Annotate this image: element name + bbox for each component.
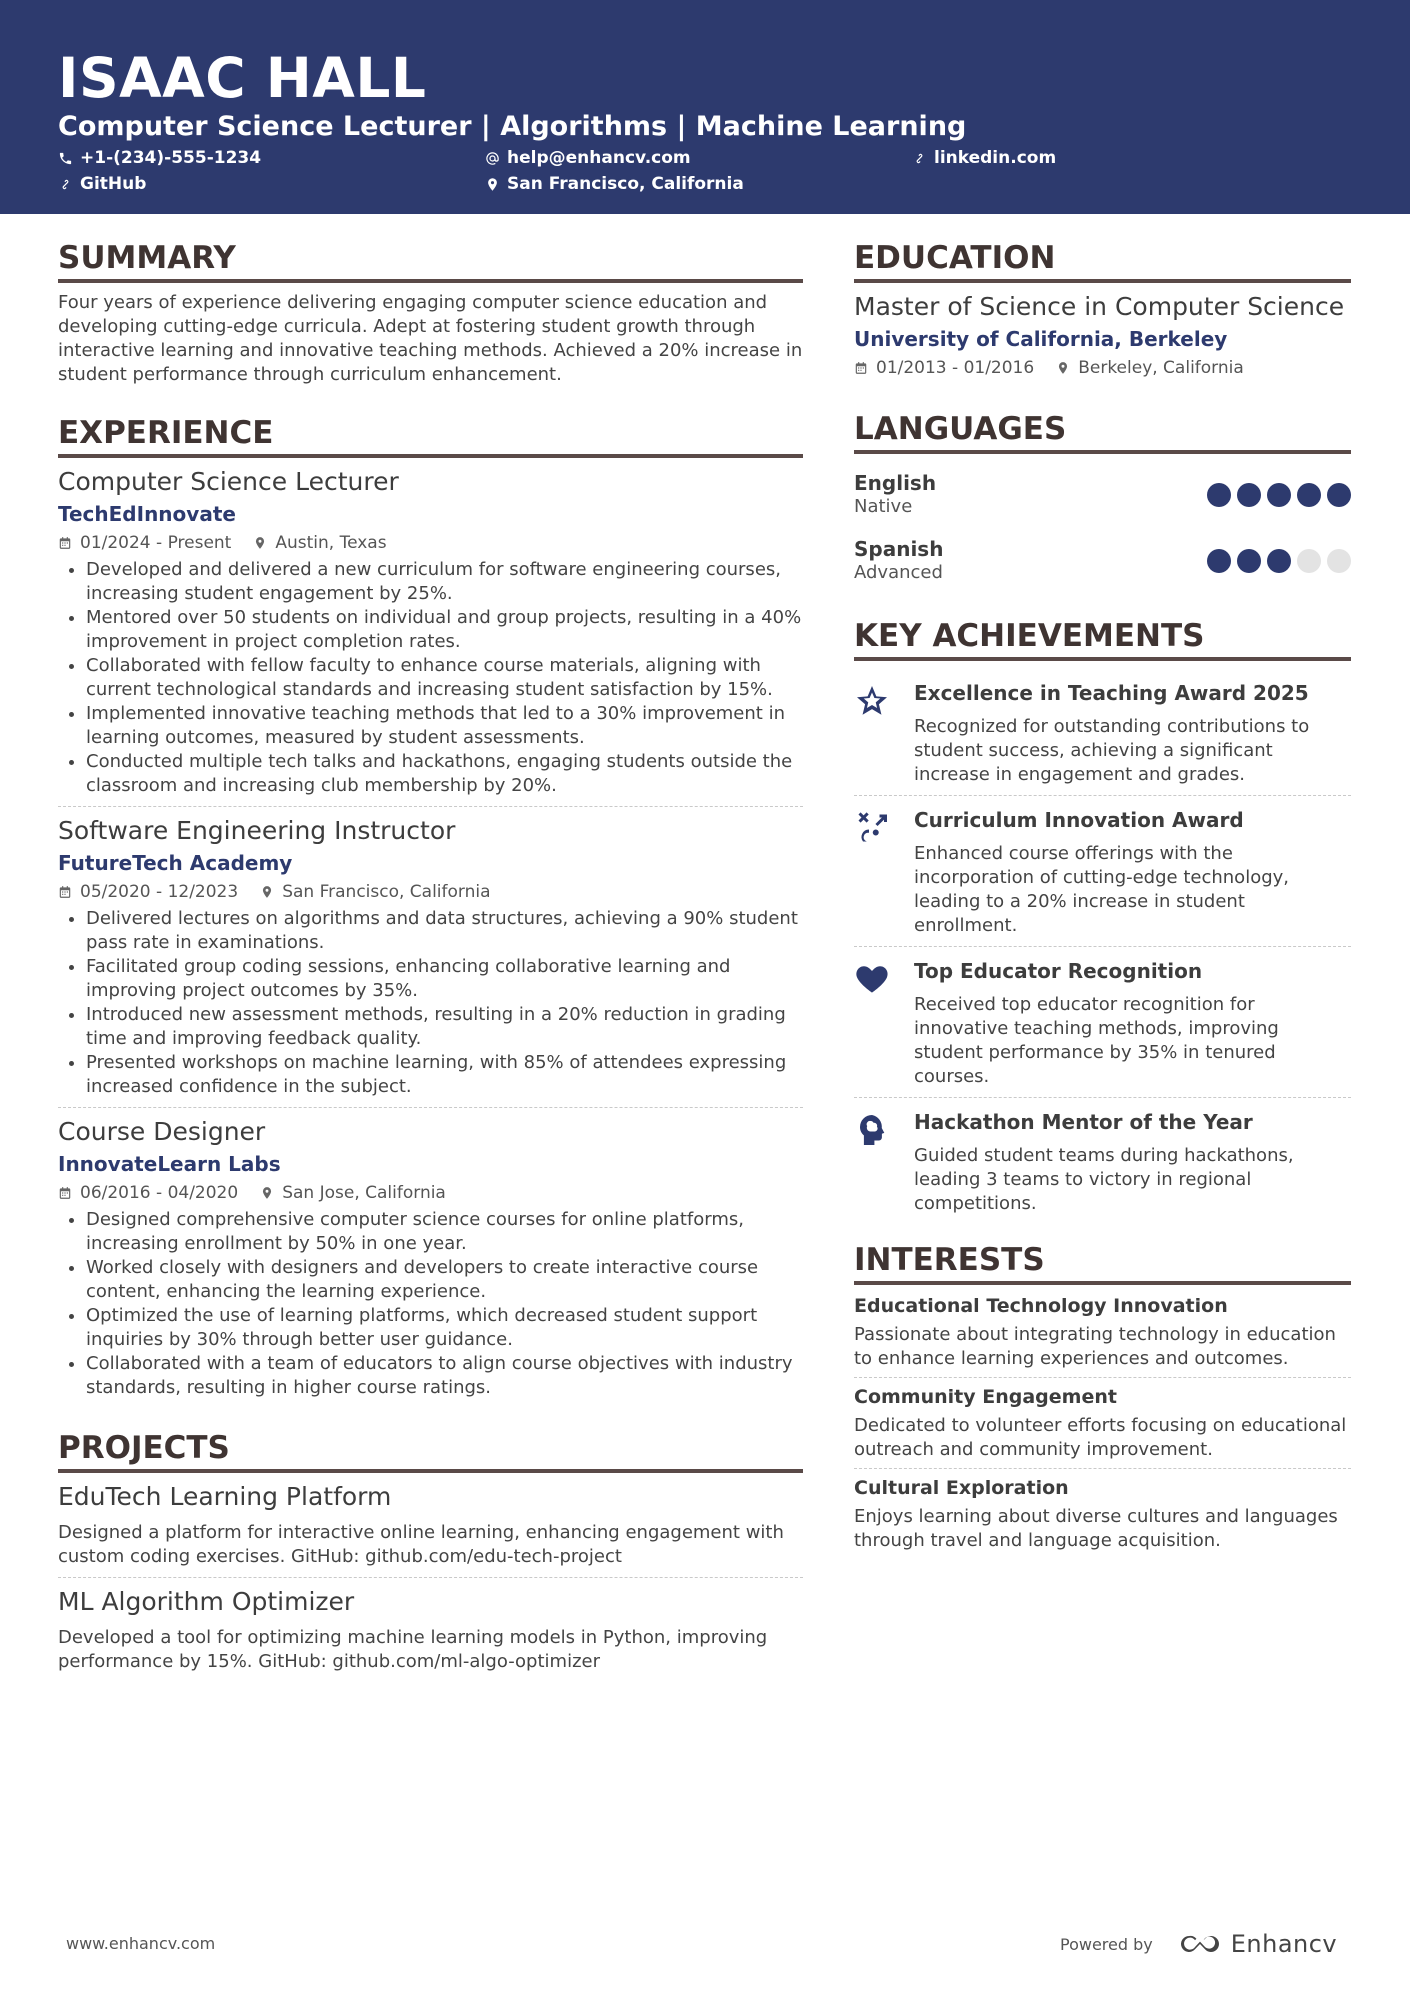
summary-text: Four years of experience delivering engaging computer science education and developing cutting-edge curricula. Adept at fostering student growth through interactive learning and innovative teaching methods. Achieved a 20% increase in student performance through curriculum enhancement. <box>58 292 803 385</box>
education-degree: Master of Science in Computer Science <box>854 292 1345 321</box>
link-icon <box>912 151 927 166</box>
rating-dot-filled <box>1207 483 1231 507</box>
achievement-item <box>854 796 1351 947</box>
language-level: Native <box>854 496 913 517</box>
interest-desc: Passionate about integrating technology in education to enhance learning experiences and outcomes. <box>854 1324 1336 1369</box>
head-brain-icon <box>854 1112 890 1148</box>
contact-location <box>485 172 744 196</box>
job-bullets <box>58 558 803 798</box>
education-meta <box>854 357 1351 379</box>
job-company: TechEdInnovate <box>58 502 236 526</box>
education-heading: EDUCATION <box>854 238 1351 283</box>
achievement-item <box>854 947 1351 1098</box>
job-bullets <box>58 1208 803 1400</box>
job-meta <box>58 1182 803 1204</box>
job-bullet: • Facilitated group coding sessions, enhancing collaborative learning and improving project outcomes by 35%. <box>86 955 803 1003</box>
interest-desc: Dedicated to volunteer efforts focusing on educational outreach and community improvement. <box>854 1415 1347 1460</box>
rating-dot-filled <box>1207 549 1231 573</box>
job-company: InnovateLearn Labs <box>58 1152 281 1176</box>
achievement-desc: Guided student teams during hackathons, leading 3 teams to victory in regional competitions. <box>914 1145 1294 1214</box>
job-bullet: • Collaborated with a team of educators to align course objectives with industry standards, resulting in higher course ratings. <box>86 1352 803 1400</box>
calendar-icon <box>58 536 72 550</box>
job-entry <box>58 815 803 1108</box>
powered-by-label: Powered by <box>1060 1934 1153 1954</box>
interests-heading: INTERESTS <box>854 1240 1351 1285</box>
project-name: EduTech Learning Platform <box>58 1482 392 1511</box>
rating-dot-filled <box>1237 549 1261 573</box>
location-text: San Francisco, California <box>507 174 744 194</box>
interest-title: Educational Technology Innovation <box>854 1295 1228 1317</box>
star-icon <box>854 683 890 719</box>
heart-icon <box>854 961 890 997</box>
job-bullet: • Presented workshops on machine learning, with 85% of attendees expressing increased confidence in the subject. <box>86 1051 803 1099</box>
job-bullet: • Conducted multiple tech talks and hackathons, engaging students outside the classroom and increasing club membership by 20%. <box>86 750 803 798</box>
job-bullets <box>58 907 803 1099</box>
job-dates: 05/2020 - 12/2023 <box>80 882 239 902</box>
education-location: Berkeley, California <box>1078 358 1244 378</box>
achievement-desc: Recognized for outstanding contributions to student success, achieving a significant increase in engagement and grades. <box>914 716 1310 785</box>
job-bullet: • Developed and delivered a new curriculum for software engineering courses, increasing student engagement by 25%. <box>86 558 803 606</box>
interest-item <box>854 1475 1351 1559</box>
job-location: San Francisco, California <box>282 882 491 902</box>
languages-heading: LANGUAGES <box>854 409 1351 454</box>
achievement-title: Top Educator Recognition <box>914 959 1203 983</box>
job-bullet: • Implemented innovative teaching methods that led to a 30% improvement in learning outcomes, measured by student assessments. <box>86 702 803 750</box>
achievement-desc: Received top educator recognition for innovative teaching methods, improving student performance by 35% in tenured courses. <box>914 994 1279 1087</box>
job-location: San Jose, California <box>282 1183 446 1203</box>
interest-desc: Enjoys learning about diverse cultures and languages through travel and language acquisition. <box>854 1506 1338 1551</box>
location-pin-icon <box>485 177 500 192</box>
rating-dot-filled <box>1267 549 1291 573</box>
job-dates: 06/2016 - 04/2020 <box>80 1183 239 1203</box>
education-school: University of California, Berkeley <box>854 327 1228 351</box>
projects-heading: PROJECTS <box>58 1428 803 1473</box>
contact-linkedin[interactable] <box>912 146 1056 170</box>
job-bullet: • Optimized the use of learning platforms, which decreased student support inquiries by 30% through better user guidance. <box>86 1304 803 1352</box>
achievement-title: Curriculum Innovation Award <box>914 808 1244 832</box>
project-desc: Designed a platform for interactive online learning, enhancing engagement with custom coding exercises. GitHub: github.com/edu-tech-project <box>58 1522 784 1567</box>
job-location: Austin, Texas <box>275 533 387 553</box>
contact-email[interactable] <box>485 146 691 170</box>
project-entry <box>58 1586 803 1674</box>
location-pin-icon <box>260 885 274 899</box>
interest-title: Cultural Exploration <box>854 1477 1069 1499</box>
project-desc: Developed a tool for optimizing machine learning models in Python, improving performance by 15%. GitHub: github.com/ml-algo-optimizer <box>58 1627 768 1672</box>
project-entry <box>58 1481 803 1578</box>
job-meta <box>58 881 803 903</box>
achievement-title: Excellence in Teaching Award 2025 <box>914 681 1309 705</box>
job-dates: 01/2024 - Present <box>80 533 232 553</box>
job-entry <box>58 1116 803 1408</box>
at-icon <box>485 151 500 166</box>
experience-list <box>58 466 803 1408</box>
rating-dot-filled <box>1267 483 1291 507</box>
achievement-desc: Enhanced course offerings with the incorporation of cutting-edge technology, leading to a 20% increase in student enrollment. <box>914 843 1290 936</box>
calendar-icon <box>58 1186 72 1200</box>
language-rating <box>1201 549 1351 573</box>
interest-item <box>854 1384 1351 1469</box>
location-pin-icon <box>253 536 267 550</box>
rating-dot-filled <box>1237 483 1261 507</box>
contact-github[interactable] <box>58 172 146 196</box>
job-role: Computer Science Lecturer <box>58 467 399 496</box>
email-text: help@enhancv.com <box>507 148 691 168</box>
interest-title: Community Engagement <box>854 1386 1117 1408</box>
job-meta <box>58 532 803 554</box>
job-entry <box>58 466 803 807</box>
calendar-icon <box>58 885 72 899</box>
job-bullet: • Collaborated with fellow faculty to enhance course materials, aligning with current technological standards and increasing student satisfaction by 15%. <box>86 654 803 702</box>
rating-dot-filled <box>1297 483 1321 507</box>
achievements-heading: KEY ACHIEVEMENTS <box>854 616 1351 661</box>
left-column <box>58 238 803 1674</box>
education-dates: 01/2013 - 01/2016 <box>876 358 1035 378</box>
location-pin-icon <box>260 1186 274 1200</box>
header-banner <box>0 0 1410 214</box>
job-company: FutureTech Academy <box>58 851 293 875</box>
footer-website[interactable]: www.enhancv.com <box>66 1934 216 1953</box>
experience-heading: EXPERIENCE <box>58 413 803 458</box>
job-bullet: • Mentored over 50 students on individual and group projects, resulting in a 40% improvement in project completion rates. <box>86 606 803 654</box>
rating-dot-empty <box>1297 549 1321 573</box>
language-name: English <box>854 471 937 495</box>
language-level: Advanced <box>854 562 943 583</box>
job-bullet: • Designed comprehensive computer science courses for online platforms, increasing enrollment by 50% in one year. <box>86 1208 803 1256</box>
language-row <box>854 528 1351 594</box>
achievement-item <box>854 1098 1351 1224</box>
job-bullet: • Worked closely with designers and developers to create interactive course content, enhancing the learning experience. <box>86 1256 803 1304</box>
linkedin-text: linkedin.com <box>934 148 1057 168</box>
language-row <box>854 462 1351 528</box>
contact-phone[interactable] <box>58 146 261 170</box>
job-role: Course Designer <box>58 1117 266 1146</box>
summary-heading: SUMMARY <box>58 238 803 283</box>
achievement-item <box>854 669 1351 796</box>
language-name: Spanish <box>854 537 944 561</box>
project-name: ML Algorithm Optimizer <box>58 1587 355 1616</box>
job-bullet: • Delivered lectures on algorithms and data structures, achieving a 90% student pass rate in examinations. <box>86 907 803 955</box>
enhancv-logo-icon <box>1177 1932 1223 1956</box>
footer-powered[interactable] <box>1060 1930 1337 1958</box>
candidate-title: Computer Science Lecturer | Algorithms | Machine Learning <box>58 111 967 142</box>
phone-text: +1-(234)-555-1234 <box>80 148 262 168</box>
achievement-title: Hackathon Mentor of the Year <box>914 1110 1253 1134</box>
github-text: GitHub <box>80 174 147 194</box>
link-icon <box>58 177 73 192</box>
calendar-icon <box>854 361 868 375</box>
right-column <box>854 238 1351 1559</box>
interest-item <box>854 1293 1351 1378</box>
strategy-icon <box>854 810 890 846</box>
phone-icon <box>58 151 73 166</box>
rating-dot-filled <box>1327 483 1351 507</box>
languages-list <box>854 462 1351 594</box>
location-pin-icon <box>1056 361 1070 375</box>
job-role: Software Engineering Instructor <box>58 816 456 845</box>
job-bullet: • Introduced new assessment methods, resulting in a 20% reduction in grading time and improving feedback quality. <box>86 1003 803 1051</box>
enhancv-brand: Enhancv <box>1230 1930 1338 1958</box>
language-rating <box>1201 483 1351 507</box>
rating-dot-empty <box>1327 549 1351 573</box>
candidate-name: ISAAC HALL <box>58 46 427 110</box>
